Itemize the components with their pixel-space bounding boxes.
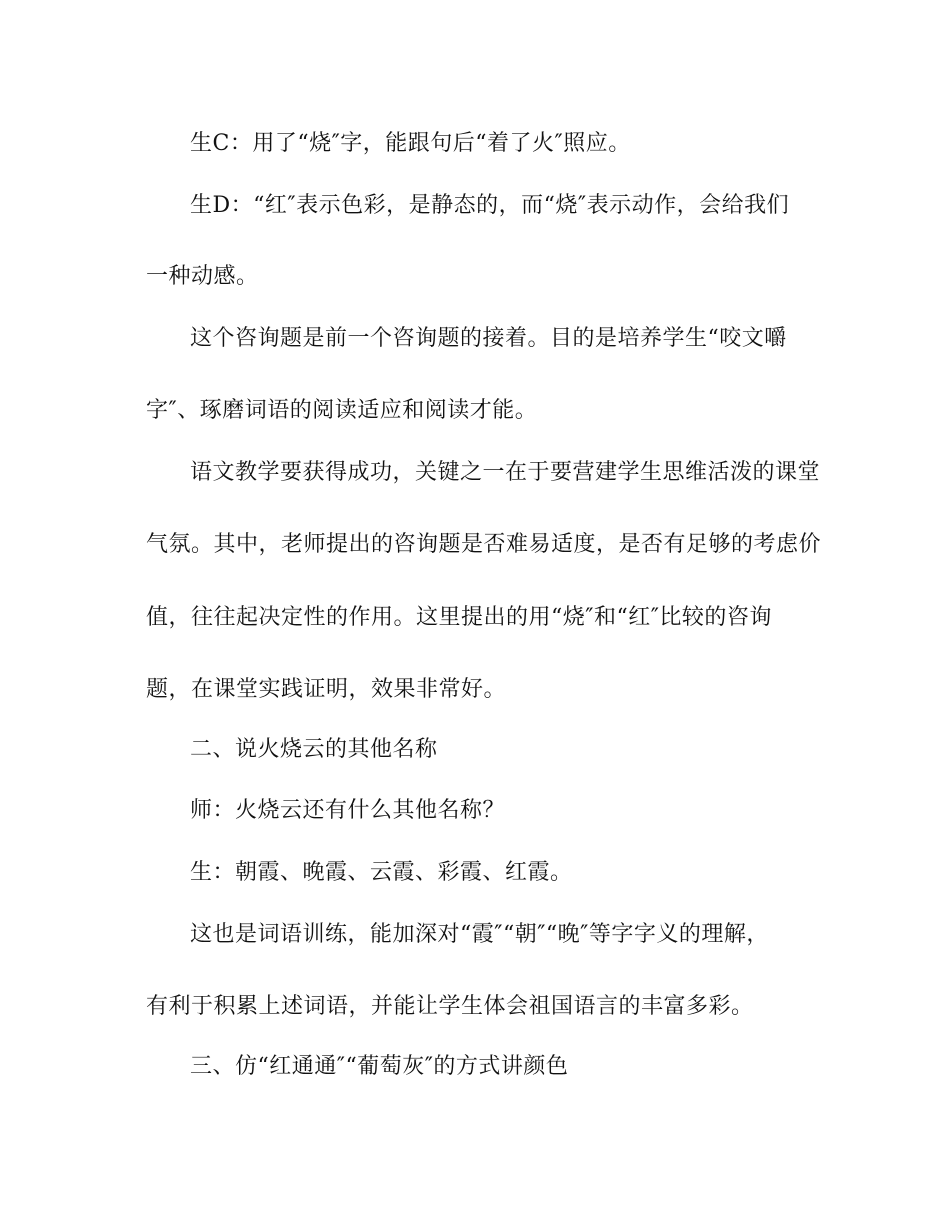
paragraph-line: 这个咨询题是前一个咨询题的接着。目的是培养学生“咬文嚼	[190, 326, 787, 351]
paragraph-line: 语文教学要获得成功，关键之一在于要营建学生思维活泼的课堂	[190, 460, 821, 485]
paragraph-line: 师：火烧云还有什么其他名称？	[190, 798, 506, 823]
paragraph-line: 生D：“红″表示色彩，是静态的，而“烧″表示动作，会给我们	[190, 193, 790, 218]
paragraph-line: 生C：用了“烧″字，能跟句后“着了火″照应。	[190, 131, 631, 156]
paragraph-line: 生：朝霞、晚霞、云霞、彩霞、红霞。	[190, 860, 573, 885]
paragraph-line: 气氛。其中，老师提出的咨询题是否难易适度，是否有足够的考虑价	[146, 532, 822, 557]
section-heading: 三、仿“红通通″“葡萄灰″的方式讲颜色	[190, 1054, 569, 1079]
paragraph-line: 有利于积累上述词语，并能让学生体会祖国语言的丰富多彩。	[146, 994, 754, 1019]
paragraph-line: 这也是词语训练，能加深对“霞″“朝″“晚″等字字义的理解，	[190, 922, 769, 947]
paragraph-line: 一种动感。	[146, 264, 259, 289]
section-heading: 二、说火烧云的其他名称	[190, 737, 438, 762]
paragraph-line: 字″、琢磨词语的阅读适应和阅读才能。	[146, 398, 538, 423]
paragraph-line: 题，在课堂实践证明，效果非常好。	[146, 677, 507, 702]
paragraph-line: 值，往往起决定性的作用。这里提出的用“烧″和“红″比较的咨询	[146, 605, 772, 630]
